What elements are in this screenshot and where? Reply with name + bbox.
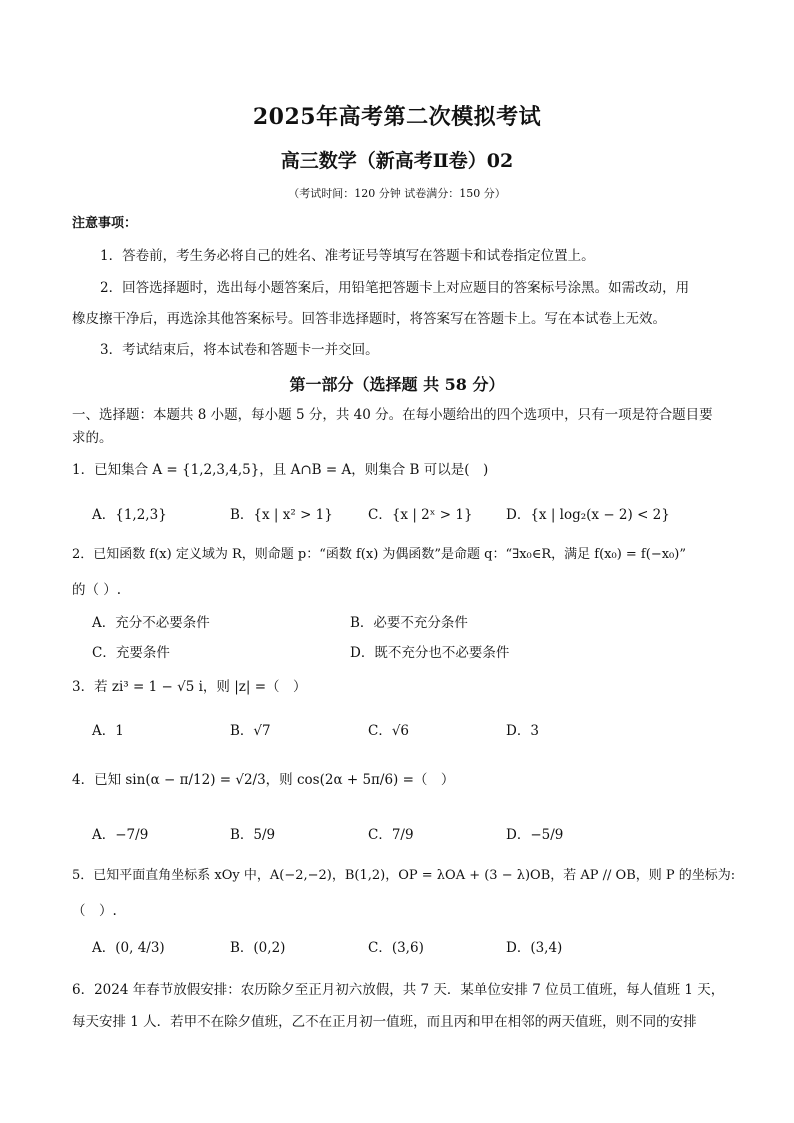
note-item-2-line-2: 橡皮擦干净后，再选涂其他答案标号。回答非选择题时，将答案写在答题卡上。写在本试卷上无效。 [72,311,666,327]
q2-options-row-2 [92,640,732,662]
q5-option-a[interactable]: A．(0, 4/3) [92,940,165,956]
q2-option-d[interactable]: D．既不充分也不必要条件 [350,645,510,661]
part1-title: 第一部分（选择题 共 58 分） [289,375,505,394]
q2-option-c[interactable]: C．充要条件 [92,645,170,661]
q1-option-d[interactable]: D．{x | log₂(x − 2) < 2} [506,507,670,523]
part1-intro-line-2: 求的。 [72,430,113,446]
note-item-3: 3．考试结束后，将本试卷和答题卡一并交回。 [100,342,379,358]
q6-stem-line-2: 每天安排 1 人．若甲不在除夕值班，乙不在正月初一值班，而且丙和甲在相邻的两天值班，则不同的安排 [72,1014,697,1030]
q3-option-b[interactable]: B．√7 [230,723,271,739]
q6-stem-line-1: 6．2024 年春节放假安排：农历除夕至正月初六放假，共 7 天．某单位安排 7 位员工值班，每人值班 1 天， [72,982,725,998]
q4-stem: 4．已知 sin(α − π/12) = √2/3，则 cos(2α + 5π/6) =（ ） [72,772,455,788]
q1-stem: 1．已知集合 A = {1,2,3,4,5}，且 A∩B = A，则集合 B 可以是( ) [72,462,489,478]
q3-option-a[interactable]: A．1 [92,723,124,739]
note-item-2-line-1: 2．回答选择题时，选出每小题答案后，用铅笔把答题卡上对应题目的答案标号涂黑。如需改动，用 [100,280,690,296]
q2-stem-line-1: 2．已知函数 f(x) 定义域为 R，则命题 p：“函数 f(x) 为偶函数”是命题 q：“∃x₀∈R，满足 f(x₀) = f(−x₀)” [72,547,686,562]
q2-options-row-1 [92,610,732,632]
exam-title: 2025年高考第二次模拟考试 [252,104,542,130]
q3-stem: 3．若 zi³ = 1 − √5 i，则 |z| =（ ） [72,679,307,695]
q4-option-c[interactable]: C．7/9 [368,827,414,843]
part1-intro-line-1: 一、选择题：本题共 8 小题，每小题 5 分，共 40 分。在每小题给出的四个选项中，只有一项是符合题目要 [72,407,713,423]
q4-option-b[interactable]: B．5/9 [230,827,276,843]
exam-subtitle: 高三数学（新高考Ⅱ卷）02 [280,150,514,172]
q4-option-d[interactable]: D．−5/9 [506,827,564,843]
q1-options [92,502,732,524]
q5-stem-line-2: （ ）. [72,903,117,919]
q3-option-d[interactable]: D．3 [506,723,539,739]
q2-option-b[interactable]: B．必要不充分条件 [350,615,468,631]
notes-heading: 注意事项： [72,216,138,231]
q1-option-b[interactable]: B．{x | x² > 1} [230,507,333,523]
q2-stem-line-2: 的（ ）. [72,582,122,598]
q5-option-b[interactable]: B．(0,2) [230,940,286,956]
q5-options [92,935,732,957]
q5-option-c[interactable]: C．(3,6) [368,940,424,956]
q1-option-a[interactable]: A．{1,2,3} [92,507,167,523]
q5-option-d[interactable]: D．(3,4) [506,940,563,956]
q2-option-a[interactable]: A．充分不必要条件 [92,615,210,631]
q1-option-c[interactable]: C．{x | 2ˣ > 1} [368,507,473,523]
q3-option-c[interactable]: C．√6 [368,723,410,739]
q3-options [92,718,732,740]
q4-option-a[interactable]: A．−7/9 [92,827,149,843]
exam-info: （考试时间：120 分钟 试卷满分：150 分） [288,187,506,200]
note-item-1: 1．答卷前，考生务必将自己的姓名、准考证号等填写在答题卡和试卷指定位置上。 [100,248,595,264]
q4-options [92,822,732,844]
q5-stem-line-1: 5．已知平面直角坐标系 xOy 中，A(−2,−2)，B(1,2)，OP = λOA + (3 − λ)OB，若 AP // OB，则 P 的坐标为: [72,868,736,883]
